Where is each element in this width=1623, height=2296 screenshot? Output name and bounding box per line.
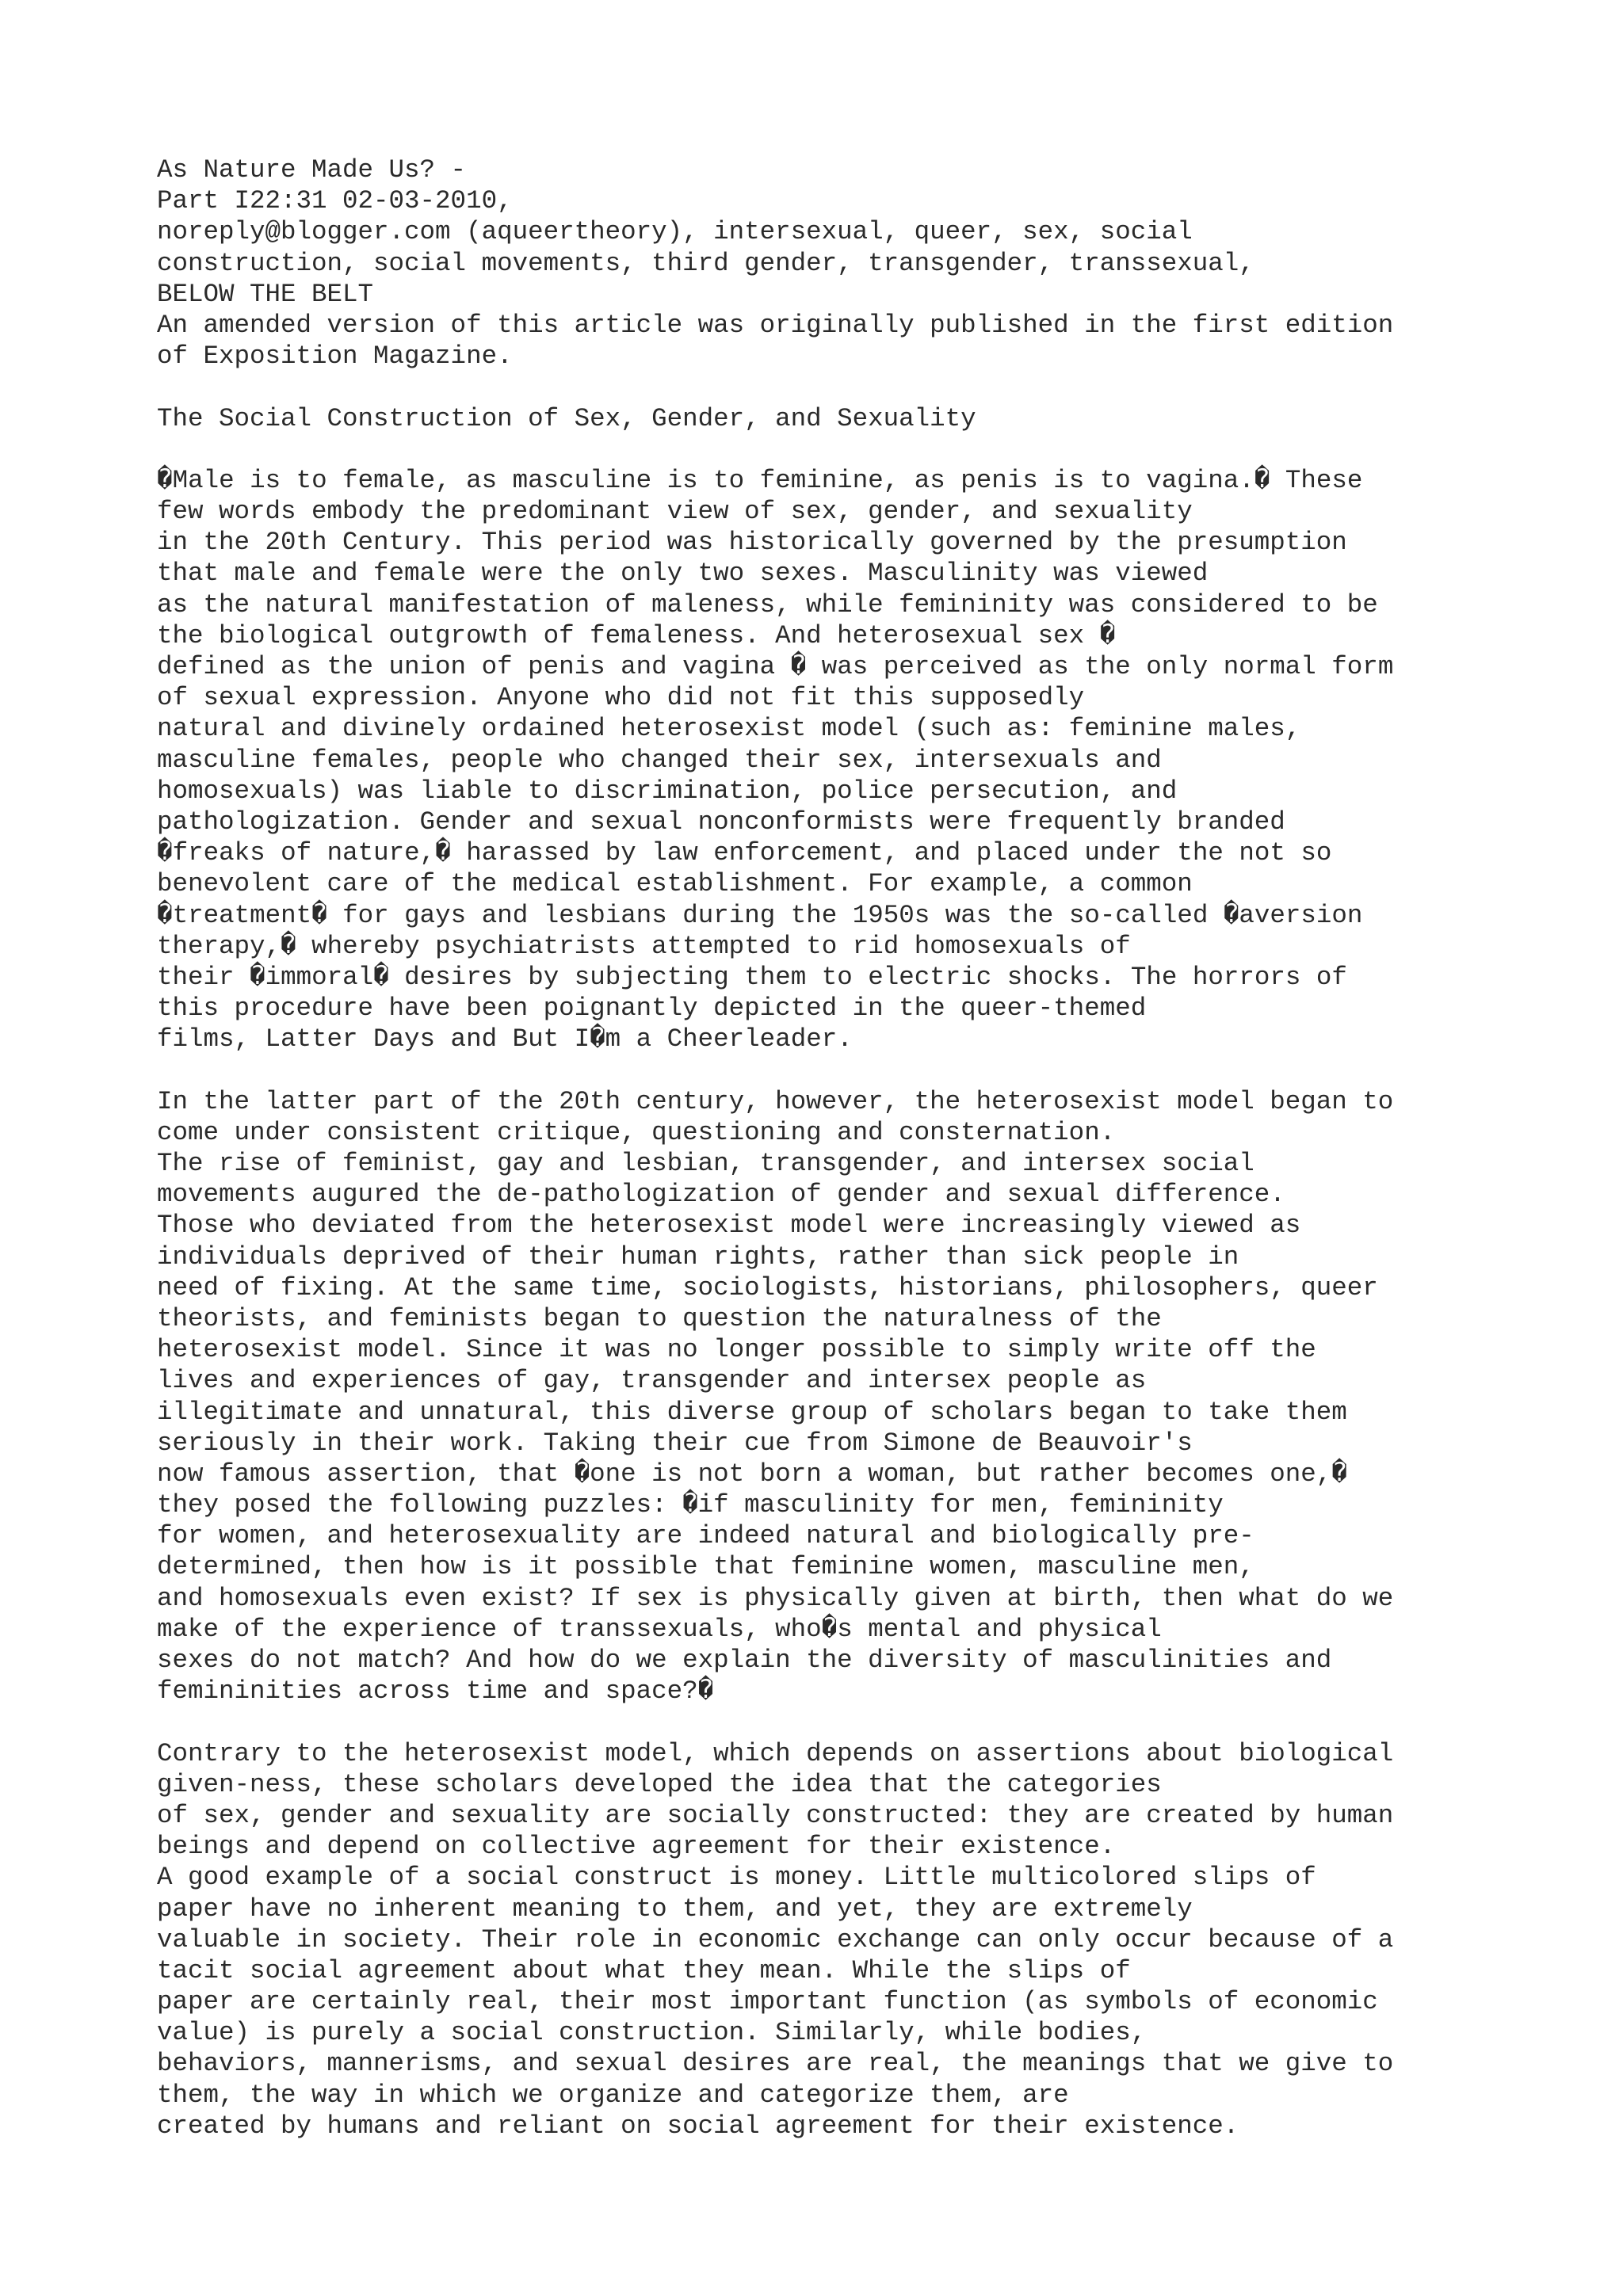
text-line: as the natural manifestation of maleness, while femininity was considered to be xyxy=(157,589,1378,620)
spacer xyxy=(157,1055,1583,1085)
text-line: �treatment� for gays and lesbians during the 1950s was the so-called �aversion xyxy=(157,900,1363,930)
text-line: movements augured the de-pathologization of gender and sexual difference. xyxy=(157,1180,1285,1210)
text-line: As Nature Made Us? - xyxy=(157,155,467,185)
text-line: value) is purely a social construction. Similarly, while bodies, xyxy=(157,2018,1147,2048)
text-line: determined, then how is it possible that feminine women, masculine men, xyxy=(157,1552,1254,1582)
text-line: tacit social agreement about what they mean. While the slips of xyxy=(157,1955,1131,1985)
text-line: individuals deprived of their human rights, rather than sick people in xyxy=(157,1241,1239,1272)
text-line: The rise of feminist, gay and lesbian, transgender, and intersex social xyxy=(157,1149,1254,1178)
text-line: femininities across time and space?� xyxy=(157,1676,714,1707)
text-line: of sex, gender and sexuality are socially constructed: they are created by human xyxy=(157,1800,1394,1830)
spacer xyxy=(157,434,1583,465)
text-line: that male and female were the only two sexes. Masculinity was viewed xyxy=(157,559,1209,589)
text-line: in the 20th Century. This period was historically governed by the presumption xyxy=(157,528,1347,558)
text-line: heterosexist model. Since it was no longer possible to simply write off the xyxy=(157,1335,1316,1365)
text-line: need of fixing. At the same time, sociologists, historians, philosophers, queer xyxy=(157,1272,1378,1302)
text-line: Contrary to the heterosexist model, which depends on assertions about biological xyxy=(157,1738,1394,1768)
text-line: beings and depend on collective agreement for their existence. xyxy=(157,1832,1116,1862)
text-line: �freaks of nature,� harassed by law enforcement, and placed under the not so xyxy=(157,838,1332,868)
text-line: illegitimate and unnatural, this diverse group of scholars began to take them xyxy=(157,1397,1347,1427)
text-line: Part I22:31 02-03-2010, xyxy=(157,186,513,216)
text-line: In the latter part of the 20th century, however, the heterosexist model began to xyxy=(157,1086,1394,1116)
paragraph-3 xyxy=(157,1738,1583,2142)
text-line: homosexuals) was liable to discrimination, police persecution, and xyxy=(157,776,1178,806)
spacer xyxy=(157,1707,1583,1737)
text-line: come under consistent critique, questioning and consternation. xyxy=(157,1117,1116,1147)
text-line: them, the way in which we organize and categorize them, are xyxy=(157,2080,1069,2110)
text-line: films, Latter Days and But I�m a Cheerleader. xyxy=(157,1024,853,1055)
section-title: The Social Construction of Sex, Gender, and Sexuality xyxy=(157,403,976,433)
text-line: sexes do not match? And how do we explain the diversity of masculinities and xyxy=(157,1646,1332,1675)
text-line: masculine females, people who changed their sex, intersexuals and xyxy=(157,745,1162,775)
document-page xyxy=(157,154,1583,2142)
text-line: therapy,� whereby psychiatrists attempted to rid homosexuals of xyxy=(157,931,1131,961)
text-line: valuable in society. Their role in economic exchange can only occur because of a xyxy=(157,1924,1394,1955)
text-line: created by humans and reliant on social agreement for their existence. xyxy=(157,2111,1239,2141)
text-line: and homosexuals even exist? If sex is physically given at birth, then what do we xyxy=(157,1583,1394,1613)
text-line: their �immoral� desires by subjecting them to electric shocks. The horrors of xyxy=(157,962,1347,992)
text-line: now famous assertion, that �one is not born a woman, but rather becomes one,� xyxy=(157,1459,1347,1489)
text-line: noreply@blogger.com (aqueertheory), intersexual, queer, sex, social xyxy=(157,217,1193,247)
text-line: natural and divinely ordained heterosexist model (such as: feminine males, xyxy=(157,714,1301,744)
text-line: A good example of a social construct is money. Little multicolored slips of xyxy=(157,1863,1316,1893)
text-line: seriously in their work. Taking their cue from Simone de Beauvoir's xyxy=(157,1428,1193,1458)
text-line: few words embody the predominant view of sex, gender, and sexuality xyxy=(157,497,1193,527)
text-line: paper have no inherent meaning to them, and yet, they are extremely xyxy=(157,1894,1193,1924)
spacer xyxy=(157,372,1583,402)
text-line: construction, social movements, third gender, transgender, transsexual, xyxy=(157,248,1254,278)
text-line: theorists, and feminists began to question the naturalness of the xyxy=(157,1303,1162,1333)
text-line: defined as the union of penis and vagina � was perceived as the only normal form xyxy=(157,652,1394,681)
text-line: �Male is to female, as masculine is to feminine, as penis is to vagina.� These xyxy=(157,465,1363,495)
text-line: lives and experiences of gay, transgender and intersex people as xyxy=(157,1366,1147,1396)
article-header xyxy=(157,154,1583,372)
text-line: this procedure have been poignantly depicted in the queer-themed xyxy=(157,994,1147,1024)
text-line: of Exposition Magazine. xyxy=(157,341,513,372)
text-line: paper are certainly real, their most important function (as symbols of economic xyxy=(157,1987,1378,2017)
text-line: benevolent care of the medical establishment. For example, a common xyxy=(157,869,1193,899)
text-line: make of the experience of transsexuals, who�s mental and physical xyxy=(157,1614,1162,1644)
text-line: behaviors, mannerisms, and sexual desires are real, the meanings that we give to xyxy=(157,2049,1394,2079)
text-line: of sexual expression. Anyone who did not fit this supposedly xyxy=(157,683,1085,713)
text-line: they posed the following puzzles: �if masculinity for men, femininity xyxy=(157,1490,1224,1520)
text-line: BELOW THE BELT xyxy=(157,279,374,309)
paragraph-2 xyxy=(157,1086,1583,1707)
text-line: An amended version of this article was originally published in the first edition xyxy=(157,310,1394,340)
text-line: for women, and heterosexuality are indeed natural and biologically pre- xyxy=(157,1521,1254,1551)
paragraph-1 xyxy=(157,465,1583,1055)
text-line: given-ness, these scholars developed the idea that the categories xyxy=(157,1769,1162,1799)
text-line: pathologization. Gender and sexual nonconformists were frequently branded xyxy=(157,807,1285,837)
text-line: the biological outgrowth of femaleness. And heterosexual sex � xyxy=(157,620,1116,650)
text-line: Those who deviated from the heterosexist model were increasingly viewed as xyxy=(157,1211,1301,1241)
